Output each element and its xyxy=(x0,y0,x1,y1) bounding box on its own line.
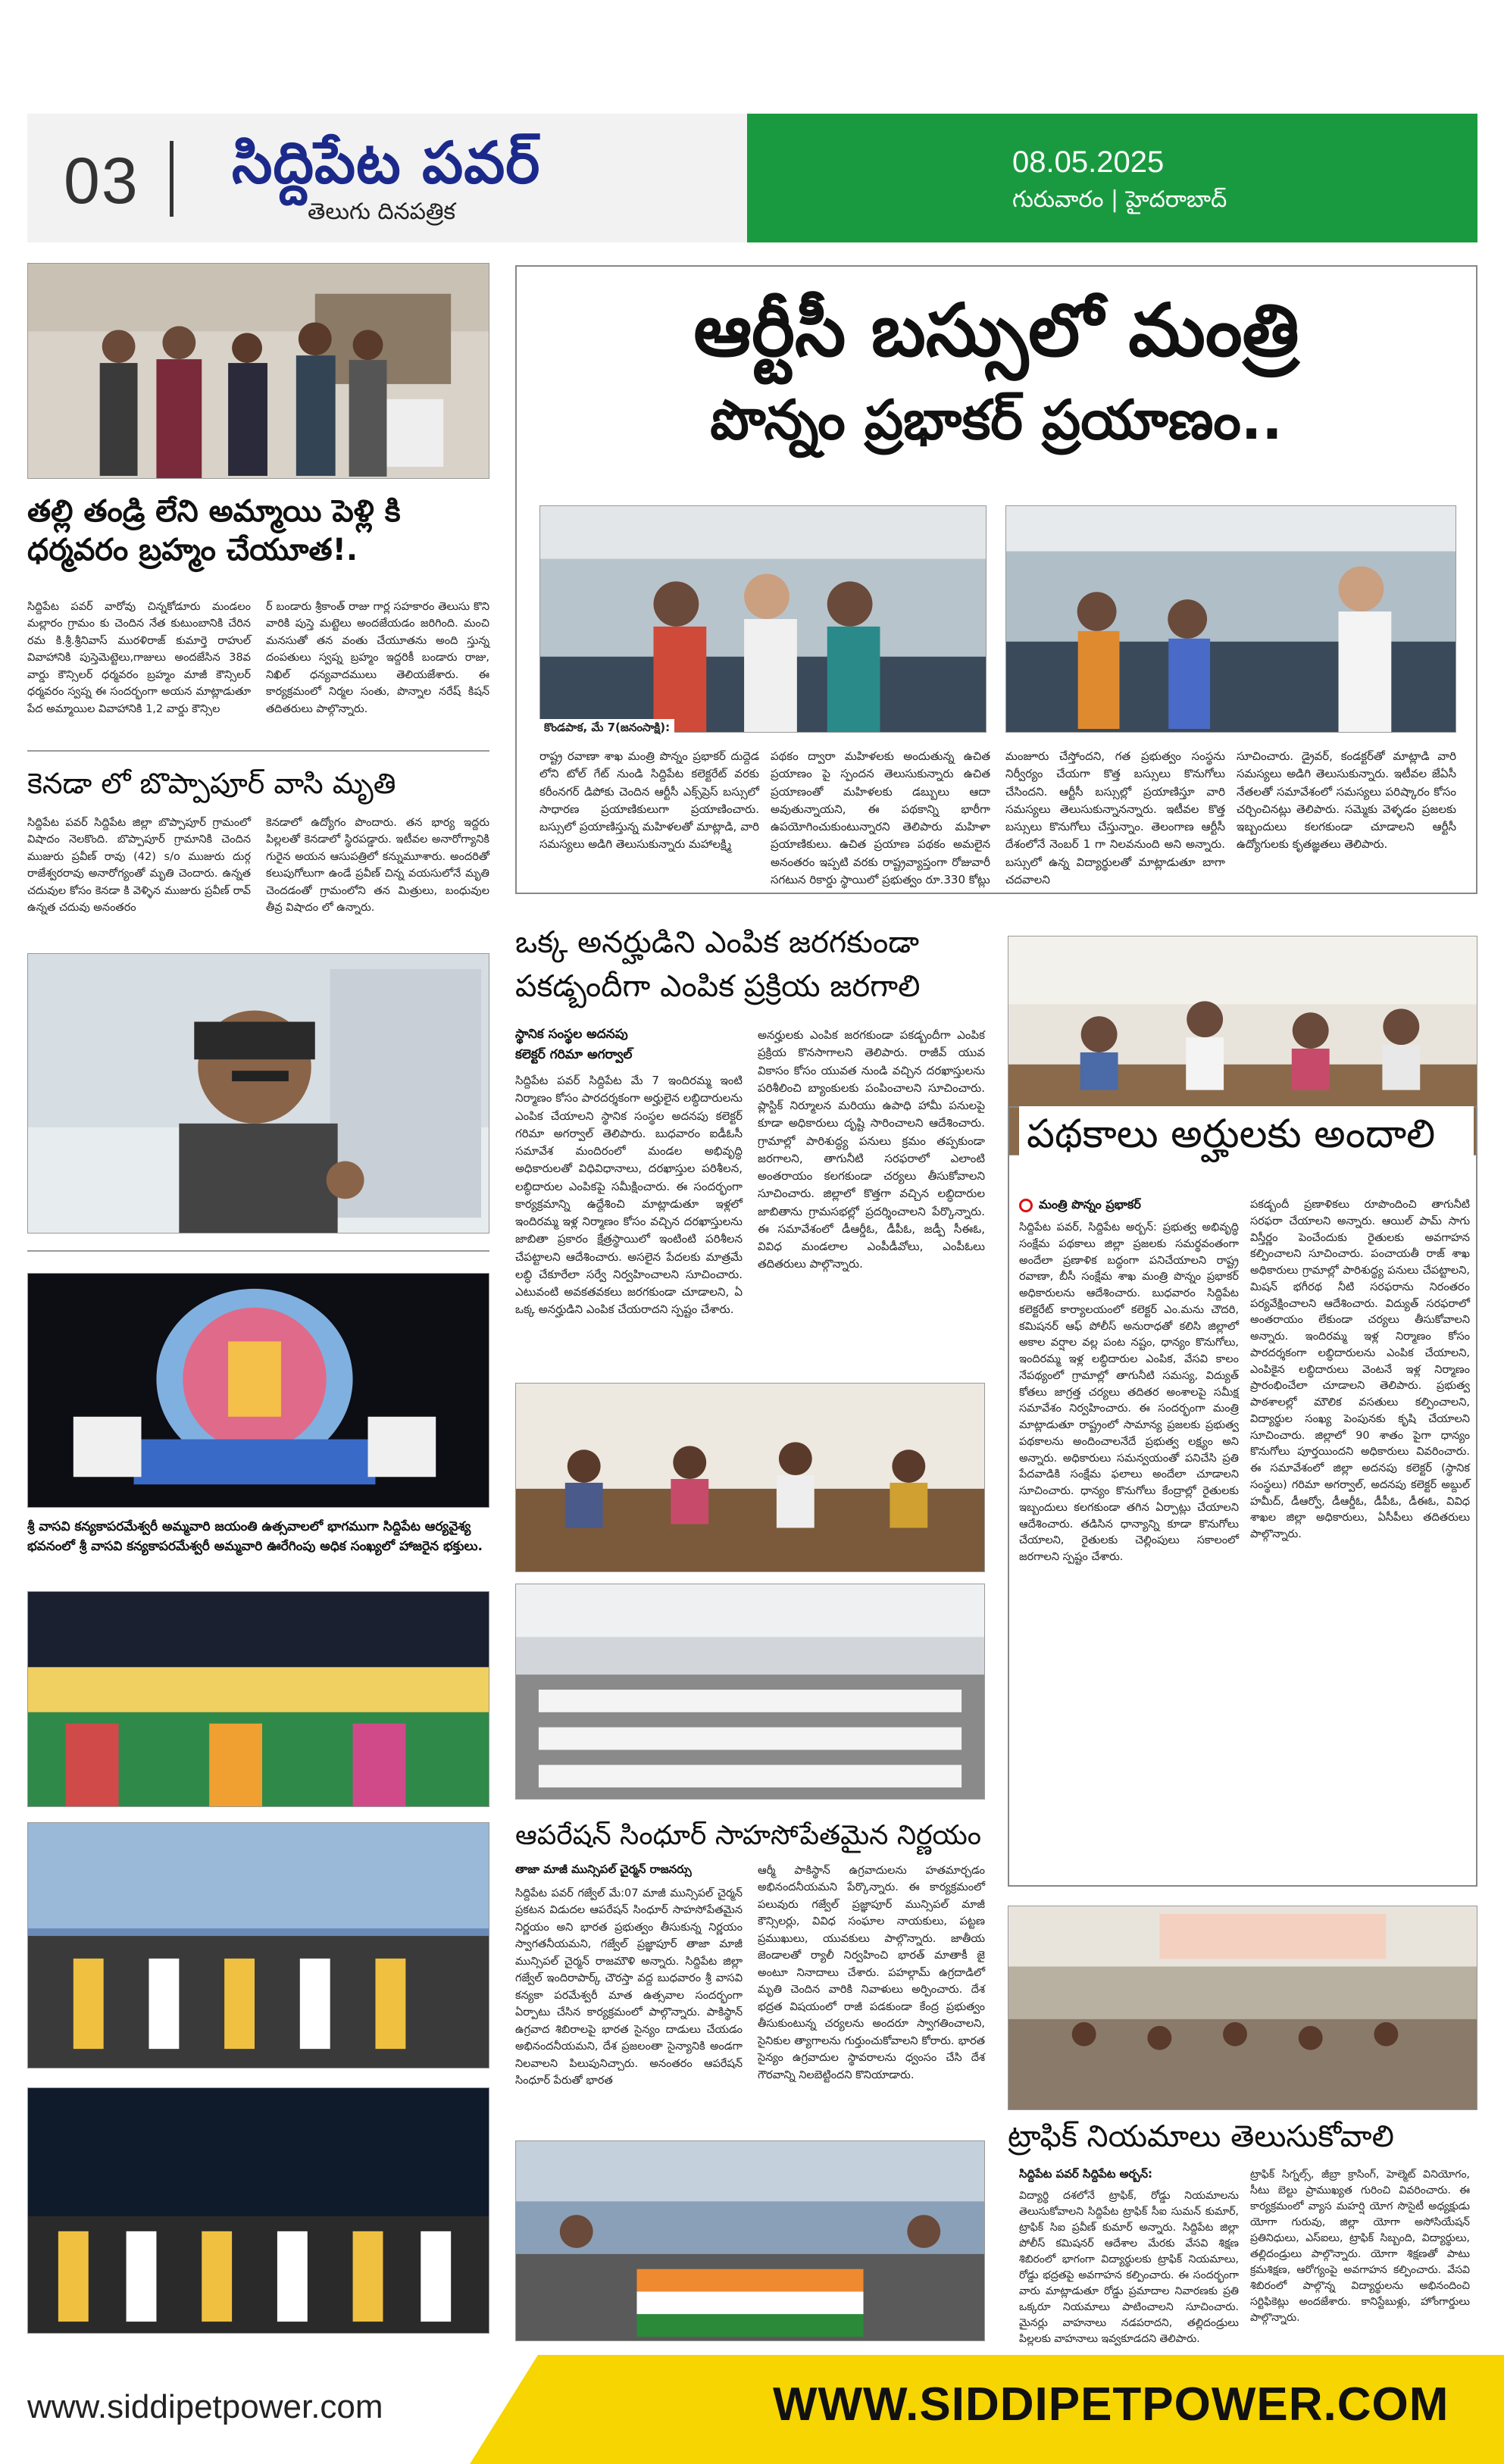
footer-wedge xyxy=(470,2355,538,2464)
bullet-icon xyxy=(1019,1199,1033,1212)
story1-headline: తల్లి తండ్రి లేని అమ్మాయి పెళ్లి కి ధర్మవరం బ్రహ్మం చేయూత!. xyxy=(27,494,401,568)
section-divider xyxy=(27,750,489,752)
sindoor-subhead: తాజా మాజీ మున్సిపల్ చైర్మన్ రాజనర్సు xyxy=(515,1862,692,1876)
conference-hall-photo xyxy=(515,1584,985,1800)
traffic-headline: ట్రాఫిక్ నియమాలు తెలుసుకోవాలి xyxy=(1008,2119,1394,2154)
schemes-body-col1: సిద్దిపేట పవర్, సిద్దిపేట అర్బన్: ప్రభుత్వ అభివృద్ధి సంక్షేమ పథకాలు జిల్లా ప్రజలకు సమర్థవంతంగా అందేలా ప్రణాళిక బద్ధంగా పనిచేయాలని రాష్ట్ర రవాణా, బీసీ సంక్షేమ శాఖ మంత్రి పొన్నం ప్రభాకర్ అధికారులను ఆదేశించారు. బుధవారం సిద్దిపేట కలెక్టరేట్ కార్యాలయంలో కలెక్టర్ ఎం.మను చౌదరి, కమిషనర్ ఆఫ్ పోలీస్ అనురాధతో కలిసి జిల్లాలో అకాల వర్షాల వల్ల పంట నష్టం, ధాన్యం కొనుగోలు, ఇందిరమ్మ ఇళ్ల లబ్ధిదారుల ఎంపిక, వేసవి కాలం నేపథ్యంలో గ్రామాల్లో తాగునీటి సమస్య, విద్యుత్ కోతలు జాగ్రత్త చర్యలు తదితర అంశాలపై సమీక్ష సమావేశం నిర్వహించారు. ఈ సందర్భంగా మంత్రి మాట్లాడుతూ రాష్ట్రంలో సామాన్య ప్రజలకు ప్రభుత్వ పథకాలను అందించాలనేదే ప్రభుత్వ లక్ష్యం అని అన్నారు. అధికారులు సమన్వయంతో పనిచేసి ప్రతి పేదవాడికి సంక్షేమ ఫలాలు అందేలా చూడాలని సూచించారు. ధాన్యం కొనుగోలు కేంద్రాల్లో రైతులకు ఇబ్బందులు కలగకుండా తగిన ఏర్పాట్లు చేయాలని ఆదేశించారు. తడిసిన ధాన్యాన్ని కూడా కొనుగోలు చేయాలని, రైతులకు చెల్లింపులు సకాలంలో జరగాలని స్పష్టం చేశారు. xyxy=(1019,1221,1239,1563)
night-rally-photo xyxy=(27,2087,489,2334)
sindoor-rally-photo xyxy=(515,2140,985,2341)
story2-body-col2: కెనడాలో ఉద్యోగం పొందారు. తన భార్య ఇద్దరు పిల్లలతో కెనడాలో స్థిరపడ్డారు. ఇటీవల అనారోగ్యానికి గురైన అయన ఆసుపత్రిలో కన్నుమూశారు. అందరితో కలుపుగోలుగా ఉండే ప్రవీణ్ చిన్న వయసులోనే మృతి చెందడంతో గ్రామంలోని తన మిత్రులు, బంధువుల తీవ్ర విషాదం లో ఉన్నారు. xyxy=(266,817,489,915)
page-number: 03 xyxy=(64,145,139,217)
street-rally-photo xyxy=(27,1822,489,2068)
election-headline: ఒక్క అనర్హుడిని ఎంపిక జరగకుండా పకడ్బందీగా ఎంపిక ప్రక్రియ జరగాలి xyxy=(515,925,921,1004)
wedding-gift-photo xyxy=(27,263,489,479)
newspaper-title: సిద్దిపేట పవర్ xyxy=(232,129,541,196)
story2-body-col1: సిద్దిపేట పవర్ సిద్దిపేట జిల్లా బొప్పాపూర్ గ్రామంలో విషాదం నెలకొంది. బొప్పాపూర్ గ్రామానికి చెందిన ముజురు ప్రవీణ్ రావు (42) s/o ముజురు దుర్గ రాజేశ్వరరావు అనారోగ్యంతో మృతి చెందారు. ఉన్నత చదువుల కోసం కెనడా కి వెళ్ళిన ముజురు ప్రవీణ్ రావ్ ఉన్నత చదువు అనంతరం xyxy=(27,817,251,915)
lead-body-col1: రాష్ట్ర రవాణా శాఖ మంత్రి పొన్నం ప్రభాకర్ దుద్దెడ లోని టోల్ గేట్ నుండి సిద్దిపేట కలెక్టరేట్ వరకు కరీంనగర్ డిపోకు చెందిన ఆర్టీసీ ఎక్స్‌ప్రెస్ బస్సులో సాధారణ ప్రయాణికులుగా ప్రయాణించారు. బస్సులో ప్రయాణిస్తున్న మహిళలతో మాట్లాడి, వారి సమస్యలు అడిగి తెలుసుకున్నారు మహాలక్ష్మి xyxy=(539,749,759,852)
traffic-body-col2: ట్రాఫిక్ సిగ్నల్స్, జీబ్రా క్రాసింగ్, హెల్మెట్ వినియోగం, సీటు బెల్టు ప్రాముఖ్యత గురించి వివరించారు. ఈ కార్యక్రమంలో వ్యాస మహర్షి యోగ సొసైటీ అధ్యక్షుడు యోగా గురువు, జిల్లా యోగా అసోసియేషన్ ప్రతినిధులు, ఎస్ఐలు, ట్రాఫిక్ సిబ్బంది, విద్యార్థులు, తల్లిదండ్రులు పాల్గొన్నారు. యోగా శిక్షణతో పాటు క్రమశిక్షణ, ఆరోగ్యంపై అవగాహన కల్పించారు. వేసవి శిబిరంలో పాల్గొన్న విద్యార్థులను అభినందించి సర్టిఫికెట్లు అందజేశారు. కానిస్టేబుళ్లు, హోంగార్డులు పాల్గొన్నారు. xyxy=(1250,2169,1470,2324)
masthead-header xyxy=(27,114,1477,242)
section-divider xyxy=(27,1250,489,1252)
schemes-byline-text: మంత్రి పొన్నం ప్రభాకర్ xyxy=(1039,1197,1141,1212)
sindoor-body-col2: ఆర్మీ పాకిస్థాన్ ఉగ్రవాదులను హతమార్చడం అభినందనీయమని పేర్కొన్నారు. ఈ కార్యక్రమంలో పలువురు గజ్వేల్ ప్రజ్ఞాపూర్ మున్సిపల్ మాజీ కౌన్సిలర్లు, వివిధ సంఘాల నాయకులు, పట్టణ ప్రముఖులు, యువకులు పాల్గొన్నారు. జాతీయ జెండాలతో ర్యాలీ నిర్వహించి భారత్ మాతాకీ జై అంటూ నినాదాలు చేశారు. పహల్గామ్ ఉగ్రదాడిలో మృతి చెందిన వారికి నివాళులు అర్పించారు. దేశ భద్రత విషయంలో రాజీ పడకుండా కేంద్ర ప్రభుత్వం తీసుకుంటున్న చర్యలను అందరూ స్వాగతించాలని, సైనికుల త్యాగాలను గుర్తుంచుకోవాలని కోరారు. భారత సైన్యం ఉగ్రవాదుల స్థావరాలను ధ్వంసం చేసి దేశ గౌరవాన్ని నిలబెట్టిందని కొనియాడారు. xyxy=(758,1865,985,2081)
divider xyxy=(170,141,174,217)
footer-bar xyxy=(0,2355,1504,2464)
lead-story xyxy=(515,265,1477,894)
temple-procession-photo xyxy=(27,1273,489,1508)
masthead-left-panel xyxy=(27,114,747,242)
officials-meeting-photo xyxy=(515,1383,985,1572)
temple-caption: శ్రీ వాసవి కన్యకాపరమేశ్వరీ అమ్మవారి జయంతి ఉత్సవాలలో భాగముగా సిద్దిపేట ఆర్యవైశ్య భవనంలో శ్రీ వాసవి కన్యకాపరమేశ్వరీ అమ్మవారి ఊరేగింపు అధిక సంఖ్యలో హాజరైన భక్తులు. xyxy=(27,1519,483,1554)
sindoor-headline: ఆపరేషన్ సింధూర్ సాహసోపేతమైన నిర్ణయం xyxy=(515,1820,982,1851)
story1-body-col2: ర్ బండారు శ్రీకాంత్ రాజు గార్ల సహకారం తెలుసు కొని వారికి పుస్తె మట్టెలు అందజేయడం జరిగింది. మంచి మనసుతో తన వంతు చేయూతను అంది స్తున్న దంపతులు స్వప్న బ్రహ్మం ఇద్దరికీ బండారు రాజు, నిఖిల్ ధన్యవాదములు తెలియజేశారు. ఈ కార్యక్రమంలో నిర్మల సంతు, పొన్నాల నరేష్ కిషన్ తదితరులు పాల్గొన్నారు. xyxy=(266,601,489,715)
minister-bus-students-photo xyxy=(1005,505,1456,733)
newspaper-subtitle: తెలుగు దినపత్రిక xyxy=(308,199,456,225)
lead-body-col3: మంజూరు చేస్తోందని, గత ప్రభుత్వం సంస్థను నిర్వీర్యం చేయగా కొత్త బస్సులు కొనుగోలు చేసిందని. ఆర్టీసీ బస్సుల్లో ప్రయాణిస్తూ వారి సమస్యలు తెలుసుకున్నానన్నారు. ఇటీవల కొత్త బస్సులు కొనుగోలు చేస్తున్నాం. తెలంగాణ ఆర్టీసీ దేశంలోనే నెంబర్ 1 గా నిలవనుంది అని అన్నారు. బస్సులో ఉన్న విద్యార్థులతో మాట్లాడుతూ బాగా చదవాలని xyxy=(1005,749,1225,886)
footer-website-banner[interactable]: WWW.SIDDIPETPOWER.COM xyxy=(773,2378,1449,2431)
deceased-portrait-photo xyxy=(27,953,489,1234)
lead-headline-line2: పొన్నం ప్రభాకర్ ప్రయాణం.. xyxy=(710,388,1283,452)
lead-headline-line1: ఆర్టీసీ బస్సులో మంత్రి xyxy=(693,288,1299,373)
election-subhead-1: స్థానిక సంస్థల అదనపు xyxy=(515,1027,628,1042)
minister-bus-selfie-photo xyxy=(539,505,987,733)
issue-date: 08.05.2025 xyxy=(1012,145,1165,179)
masthead-right-panel xyxy=(747,114,1477,242)
traffic-subhead: సిద్దిపేట పవర్ సిద్దిపేట అర్బన్: xyxy=(1019,2167,1152,2181)
schemes-byline xyxy=(1019,1197,1239,1215)
lead-body-col2: పథకం ద్వారా మహిళలకు అందుతున్న ఉచిత ప్రయాణం పై స్పందన తెలుసుకున్నారు ఉచిత ప్రయాణంతో మహిళలకు డబ్బులు ఆదా అవుతున్నాయని, ఈ పథకాన్ని భారీగా ఉపయోగించుకుంటున్నారని తెలిపారు మహిళా ప్రయాణికులు. ఉచిత ప్రయాణ పథకం అమలైన అనంతరం ఇప్పటి వరకు రాష్ట్రవ్యాప్తంగా రోజువారీ సగటున రికార్డు స్థాయిలో ప్రభుత్వం రూ.330 కోట్లు xyxy=(771,749,990,886)
sindoor-body-col1: సిద్దిపేట పవర్ గజ్వేల్ మే:07 మాజీ మున్సిపల్ చైర్మన్ ప్రకటన విడుదల ఆపరేషన్ సింధూర్ సాహసోపేతమైన నిర్ణయం అని భారత ప్రభుత్వం తీసుకున్న నిర్ణయం స్వాగతనీయమని, గజ్వేల్ ప్రజ్ఞాపూర్ తాజా మాజీ మున్సిపల్ చైర్మన్ రాజమౌళి అన్నారు. సిద్దిపేట జిల్లా గజ్వేల్ ఇందిరాపార్క్ చౌరస్తా వద్ద బుధవారం శ్రీ వాసవి కన్యకా పరమేశ్వరీ మాత ఉత్సవాల సందర్భంగా ఏర్పాటు చేసిన కార్యక్రమంలో పాల్గొన్నారు. పాకిస్థాన్ ఉగ్రవాద శిబిరాలపై భారత సైన్యం దాడులు చేయడం అభినందనీయమని, దేశ ప్రజలంతా సైన్యానికి అండగా నిలవాలని పిలుపునిచ్చారు. అనంతరం ఆపరేషన్ సింధూర్ పేరుతో భారత xyxy=(515,1887,743,2087)
lead-photo-caption: కొండపాక, మే 7(జనంసాక్షి): xyxy=(539,719,674,739)
lead-body-col4: సూచించారు. డ్రైవర్, కండక్టర్‌తో మాట్లాడి వారి సమస్యలు అడిగి తెలుసుకున్నారు. ఇటీవల జేఏసీ నేతలతో సమావేశంలో సమస్యలు పరిష్కారం కోసం చర్చించినట్లు తెలిపారు. సమ్మెకు వెళ్ళడం ప్రజలకు ఇబ్బందులు కలగకుండా చూడాలని ఆర్టీసీ ఉద్యోగులకు కృతజ్ఞతలు తెలిపారు. xyxy=(1237,749,1456,852)
footer-website-link[interactable]: www.siddipetpower.com xyxy=(27,2388,383,2425)
issue-day-place: గురువారం | హైదరాబాద్ xyxy=(1012,186,1227,213)
election-body-col1: సిద్దిపేట పవర్ సిద్దిపేట మే 7 ఇందిరమ్మ ఇంటి నిర్మాణం కోసం పారదర్శకంగా అర్హులైన లబ్ధిదారులను ఎంపిక చేయాలని స్థానిక సంస్థల అదనపు కలెక్టర్ గరిమా అగర్వాల్ తెలిపారు. బుధవారం ఐడీఓసీ సమావేశ మందిరంలో మండల అభివృద్ధి అధికారులతో విధివిధానాలు, దరఖాస్తుల పరిశీలన, లబ్ధిదారుల ఎంపికపై సమీక్షించారు. ఈ సందర్భంగా కార్యక్రమాన్ని ఉద్దేశించి మాట్లాడుతూ ఇళ్లలో ఇందిరమ్మ ఇళ్ల నిర్మాణం కోసం వచ్చిన దరఖాస్తులను జాబితా ప్రకారం క్షేత్రస్థాయిలో ఇంటింటి పరిశీలన చేపట్టాలని ఆదేశించారు. అసలైన పేదలకు మాత్రమే లబ్ధి చేకూరేలా సర్వే నిర్వహించాలని సూచించారు. ఎటువంటి అవకతవకలు జరగకుండా చూడాలని, ఏ ఒక్క అనర్హుడిని ఎంపిక చేయరాదని స్పష్టం చేశారు. xyxy=(515,1074,743,1317)
election-subhead-2: కలెక్టర్ గరిమా అగర్వాల్ xyxy=(515,1047,633,1062)
traffic-body-col1: విద్యార్థి దశలోనే ట్రాఫిక్, రోడ్డు నియమాలను తెలుసుకోవాలని సిద్దిపేట ట్రాఫిక్ సీఐ సుమన్ కుమార్, ట్రాఫిక్ సిఐ ప్రవీణ్ కుమార్ అన్నారు. సిద్దిపేట జిల్లా పోలీస్ కమిషనర్ ఆదేశాల మేరకు వేసవి శిక్షణ శిబిరంలో భాగంగా విద్యార్థులకు ట్రాఫిక్ నియమాలు, రోడ్డు భద్రతపై అవగాహన కల్పించారు. ఈ సందర్భంగా వారు మాట్లాడుతూ రోడ్డు ప్రమాదాల నివారణకు ప్రతి ఒక్కరూ నియమాలు పాటించాలని సూచించారు. మైనర్లు వాహనాలు నడపరాదని, తల్లిదండ్రులు పిల్లలకు వాహనాలు ఇవ్వకూడదని తెలిపారు. xyxy=(1019,2190,1239,2345)
yoga-camp-photo xyxy=(1008,1906,1477,2110)
election-body-col2: అనర్హులకు ఎంపిక జరగకుండా పకడ్బందీగా ఎంపిక ప్రక్రియ కొనసాగాలని తెలిపారు. రాజీవ్ యువ వికాసం కోసం యువత నుండి వచ్చిన దరఖాస్తులను పరిశీలించి బ్యాంకులకు పంపించాలని సూచించారు. ప్లాస్టిక్ నిర్మూలన మరియు ఉపాధి హామీ పనులపై కూడా అధికారులు దృష్టి సారించాలని ఆదేశించారు. గ్రామాల్లో పారిశుద్ధ్య పనులు క్రమం తప్పకుండా జరగాలని, తాగునీటి సరఫరాలో ఎలాంటి అంతరాయం కలగకుండా చర్యలు తీసుకోవాలని సూచించారు. జిల్లాలో కొత్తగా వచ్చిన లబ్ధిదారుల జాబితాను గ్రామసభల్లో ప్రదర్శించాలని పేర్కొన్నారు. ఈ సమావేశంలో డీఆర్డీఓ, డీపీఓ, జడ్పీ సీఈఓ, వివిధ మండలాల ఎంపీడీవోలు, ఎంపీఓలు తదితరులు పాల్గొన్నారు. xyxy=(758,1028,985,1271)
schemes-body-col2: పకడ్బందీ ప్రణాళికలు రూపొందించి తాగునీటి సరఫరా చేయాలని అన్నారు. ఆయిల్ పామ్ సాగు విస్తీర్ణం పెంచేందుకు రైతులకు అవగాహన కల్పించాలని సూచించారు. పంచాయతీ రాజ్ శాఖ అధికారులు గ్రామాల్లో పారిశుద్ధ్య పనులు చేపట్టాలని, మిషన్ భగీరథ నీటి సరఫరాను నిరంతరం పర్యవేక్షించాలని ఆదేశించారు. విద్యుత్ సరఫరాలో అంతరాయం లేకుండా చర్యలు తీసుకోవాలని అన్నారు. ఇందిరమ్మ ఇళ్ల నిర్మాణం కోసం పారదర్శకంగా లబ్ధిదారులను ఎంపిక చేయాలని, ఎంపికైన లబ్ధిదారులు వెంటనే ఇళ్ల నిర్మాణం ప్రారంభించేలా చూడాలని తెలిపారు. ప్రభుత్వ పాఠశాలల్లో మౌలిక వసతులు కల్పించాలని, విద్యార్థుల సంఖ్య పెంపునకు కృషి చేయాలని సూచించారు. జిల్లాలో 90 శాతం పైగా ధాన్యం కొనుగోలు పూర్తయిందని అధికారులు వివరించారు. ఈ సమావేశంలో జిల్లా అదనపు కలెక్టర్ (స్థానిక సంస్థలు) గరిమా అగర్వాల్, అదనపు కలెక్టర్ అబ్దుల్ హమీద్, డీఆర్వో, డీఆర్డీఓ, డీపీఓ, డీఈఓ, వివిధ శాఖల జిల్లా అధికారులు, ఏసీపీలు తదితరులు పాల్గొన్నారు. xyxy=(1250,1199,1470,1540)
story2-headline: కెనడా లో బొప్పాపూర్ వాసి మృతి xyxy=(27,767,396,800)
schemes-headline: పథకాలు అర్హులకు అందాలి xyxy=(1019,1106,1474,1163)
procession-crowd-photo xyxy=(27,1591,489,1807)
story1-body-col1: సిద్దిపేట పవర్ వారోవు చిన్నకోడూరు మండలం మల్లారం గ్రామం కు చెందిన నేత కుటుంబానికి చేరిన రమ కి.శ్రీ.శ్రీనివాస్ మురళిరాజ్ కుమార్తె రాహుల్ వివాహానికి పుస్తెమెట్టెలు,గాజులు అందజేసిన 38వ వార్డు కౌన్సిలర్ ధర్మవరం బ్రహ్మం మాజీ కౌన్సిలర్ ధర్మవరం స్వప్న ఈ సందర్భంగా అయన మాట్లాడుతూ పేద అమ్మాయిల వివాహానికి 1,2 వార్డు కౌన్సిల xyxy=(27,601,251,715)
